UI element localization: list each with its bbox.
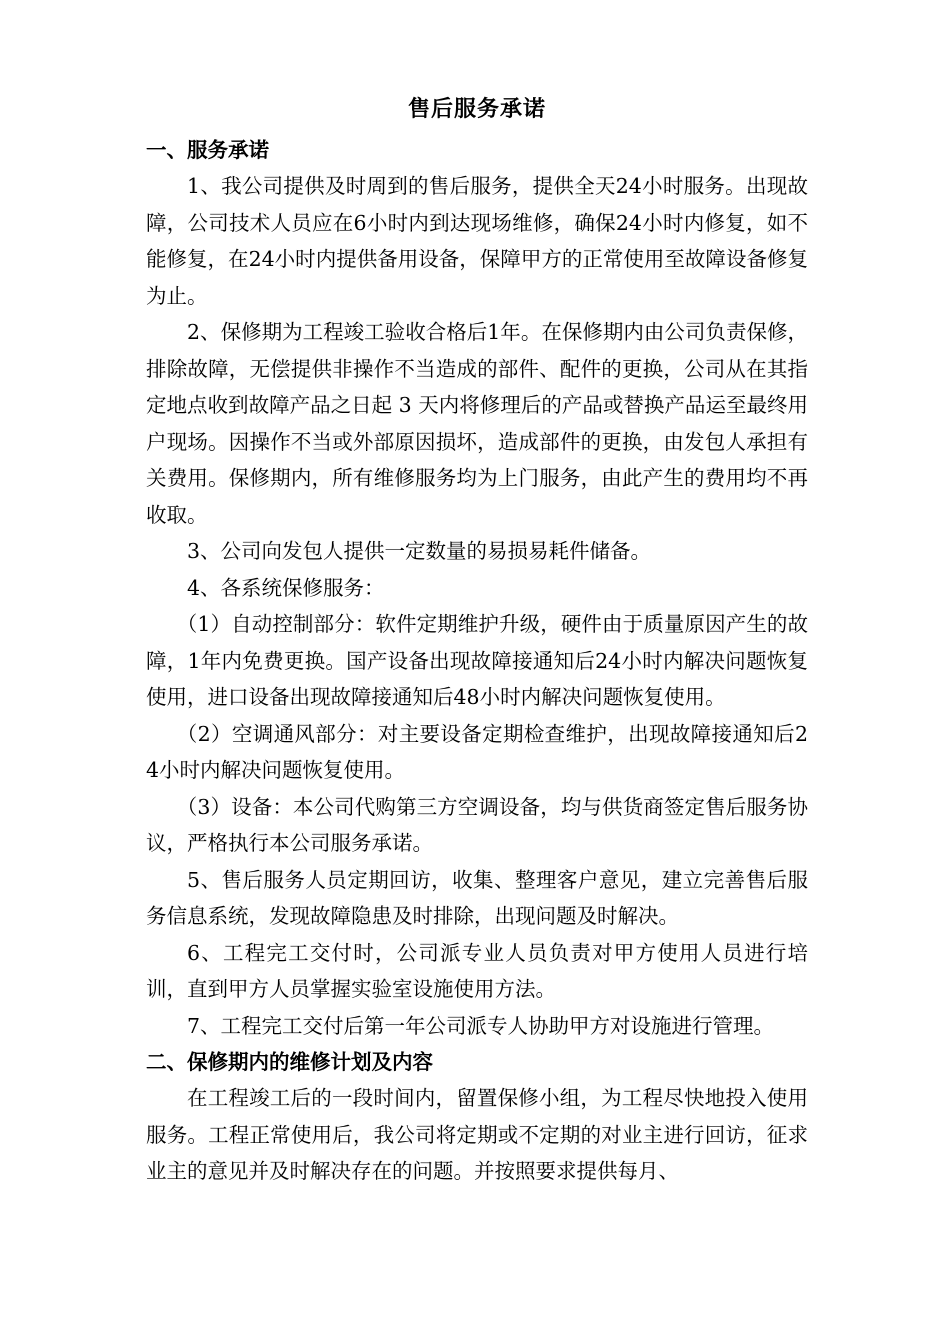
section-heading-maintenance-plan: 二、保修期内的维修计划及内容: [146, 1050, 433, 1074]
paragraph: 5、售后服务人员定期回访，收集、整理客户意见，建立完善售后服务信息系统，发现故障隐患及时排除，出现问题及时解决。: [146, 867, 808, 928]
paragraph: 在工程竣工后的一段时间内，留置保修小组，为工程尽快地投入使用服务。工程正常使用后，我公司将定期或不定期的对业主进行回访，征求业主的意见并及时解决存在的问题。并按照要求提供每月、: [146, 1086, 808, 1183]
paragraph: 6、工程完工交付时，公司派专业人员负责对甲方使用人员进行培训，直到甲方人员掌握实验室设施使用方法。: [146, 940, 808, 1001]
paragraph: （1）自动控制部分：软件定期维护升级，硬件由于质量原因产生的故障，1年内免费更换。国产设备出现故障接通知后24小时内解决问题恢复使用，进口设备出现故障接通知后48小时内解决问题恢复使用。: [146, 612, 808, 709]
paragraph: （3）设备：本公司代购第三方空调设备，均与供货商签定售后服务协议，严格执行本公司服务承诺。: [146, 794, 808, 855]
section-heading-service-commitment: 一、服务承诺: [146, 138, 269, 162]
paragraph: （2）空调通风部分：对主要设备定期检查维护，出现故障接通知后24小时内解决问题恢复使用。: [146, 721, 808, 782]
paragraph: 4、各系统保修服务：: [187, 575, 385, 600]
document-title: 售后服务承诺: [407, 97, 546, 122]
paragraph: 1、我公司提供及时周到的售后服务，提供全天24小时服务。出现故障，公司技术人员应在6小时内到达现场维修，确保24小时内修复，如不能修复，在24小时内提供备用设备，保障甲方的正常使用至故障设备修复为止。: [146, 174, 808, 308]
paragraph: 7、工程完工交付后第一年公司派专人协助甲方对设施进行管理。: [187, 1013, 775, 1038]
paragraph: 3、公司向发包人提供一定数量的易损易耗件储备。: [187, 539, 652, 563]
paragraph: 2、保修期为工程竣工验收合格后1年。在保修期内由公司负责保修，排除故障，无偿提供非操作不当造成的部件、配件的更换，公司从在其指定地点收到故障产品之日起 3 天内将修理后的产品或替换产品运至最终用户现场。因操作不当或外部原因损坏，造成部件的更换，由发包人承担有关费用。保修期内，所有维修服务均为上门服务，由此产生的费用均不再收取。: [146, 320, 808, 527]
document-content: [146, 88, 808, 1190]
